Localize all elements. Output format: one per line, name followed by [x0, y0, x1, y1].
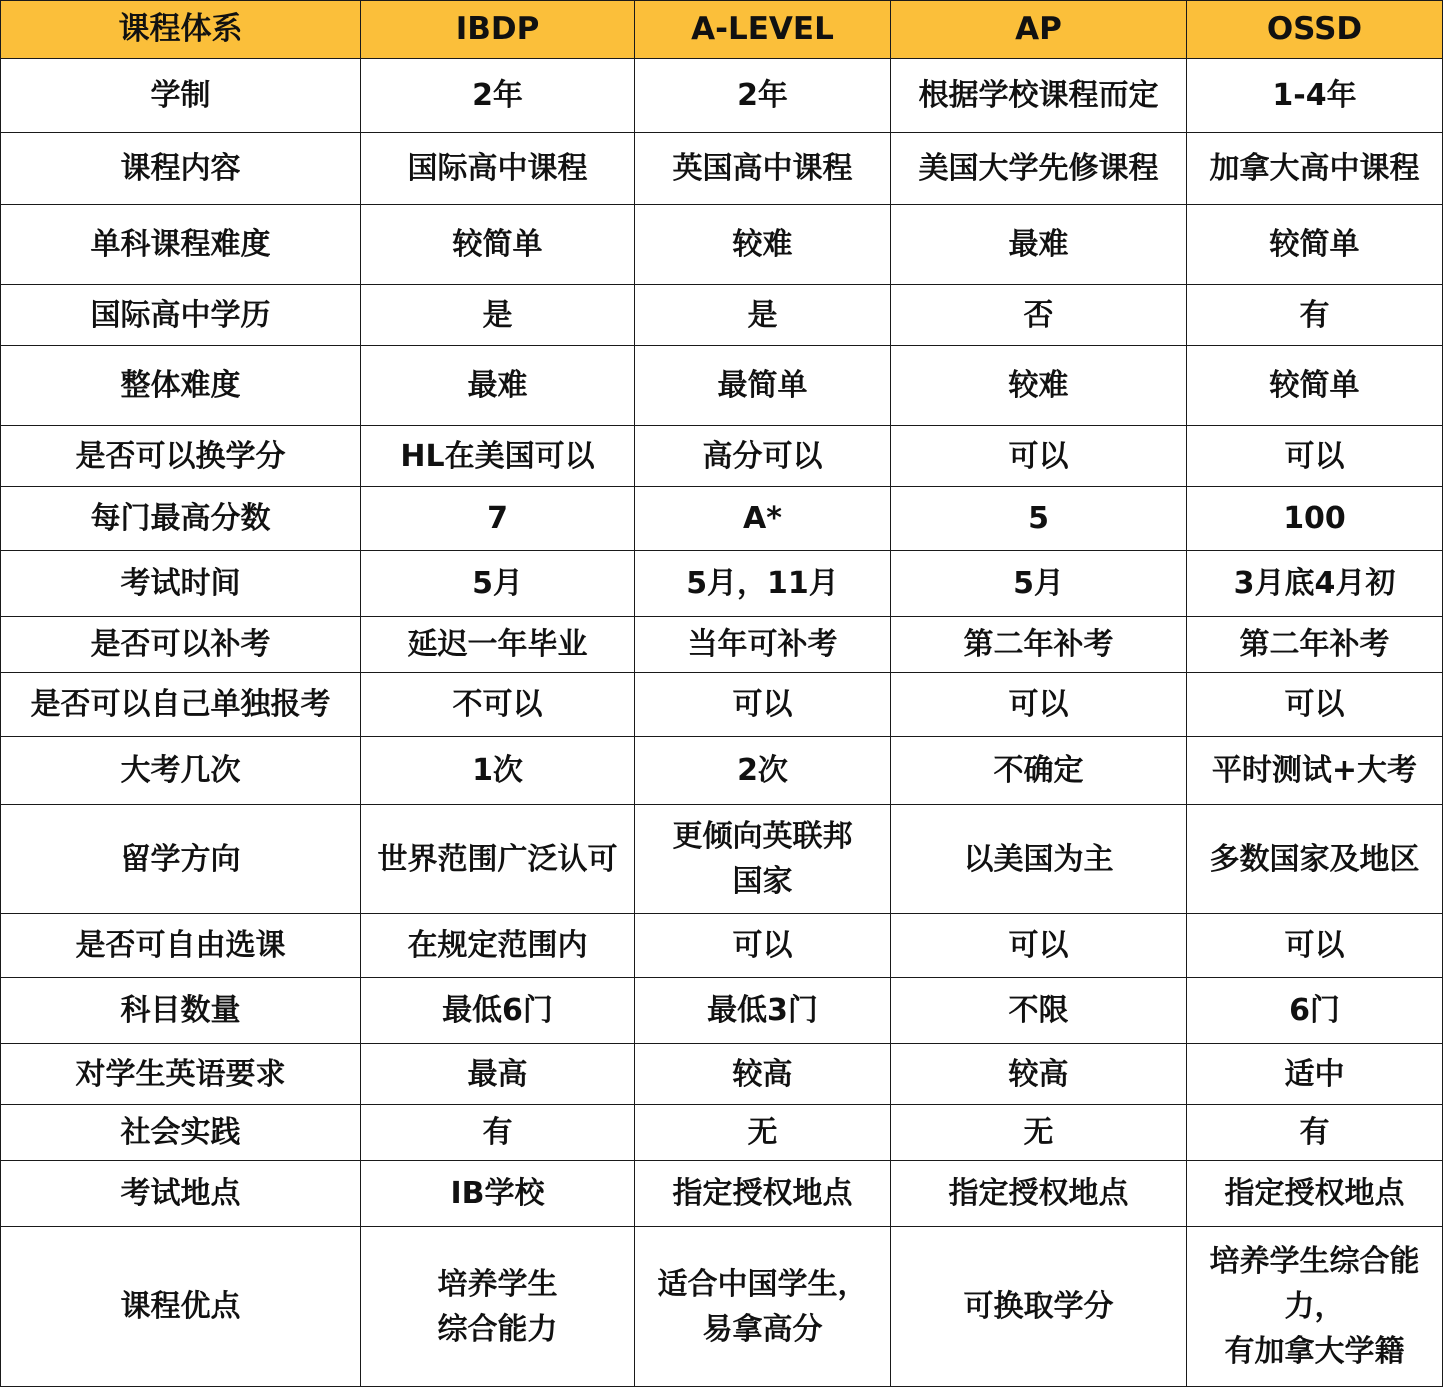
header-row — [1, 1, 1443, 59]
cell-ossd: 有 — [1187, 1105, 1443, 1161]
row-label: 课程优点 — [1, 1227, 361, 1387]
cell-ap: 可以 — [891, 673, 1187, 737]
cell-ibdp: 最低6门 — [361, 978, 635, 1044]
cell-ossd: 较简单 — [1187, 205, 1443, 285]
row-label: 国际高中学历 — [1, 285, 361, 346]
cell-ap: 以美国为主 — [891, 805, 1187, 914]
row-label: 大考几次 — [1, 737, 361, 805]
cell-ap: 美国大学先修课程 — [891, 133, 1187, 205]
cell-ossd: 6门 — [1187, 978, 1443, 1044]
cell-ibdp: 延迟一年毕业 — [361, 617, 635, 673]
table-row — [1, 133, 1443, 205]
table-row — [1, 426, 1443, 487]
cell-ap: 5 — [891, 487, 1187, 551]
cell-ibdp: 2年 — [361, 59, 635, 133]
cell-a-level: A* — [635, 487, 891, 551]
cell-a-level: 2年 — [635, 59, 891, 133]
row-label: 考试时间 — [1, 551, 361, 617]
row-label: 是否可以补考 — [1, 617, 361, 673]
cell-a-level: 指定授权地点 — [635, 1161, 891, 1227]
table-row — [1, 617, 1443, 673]
table-row — [1, 59, 1443, 133]
cell-ibdp: 国际高中课程 — [361, 133, 635, 205]
row-label: 整体难度 — [1, 346, 361, 426]
cell-a-level: 5月，11月 — [635, 551, 891, 617]
cell-ibdp: 不可以 — [361, 673, 635, 737]
cell-ossd: 可以 — [1187, 914, 1443, 978]
header-cell-curriculum: 课程体系 — [1, 1, 361, 59]
header-cell-a-level: A-LEVEL — [635, 1, 891, 59]
cell-a-level: 可以 — [635, 673, 891, 737]
header-cell-ap: AP — [891, 1, 1187, 59]
table-row — [1, 737, 1443, 805]
row-label: 是否可自由选课 — [1, 914, 361, 978]
cell-ossd: 3月底4月初 — [1187, 551, 1443, 617]
cell-a-level: 当年可补考 — [635, 617, 891, 673]
cell-ibdp: 培养学生 综合能力 — [361, 1227, 635, 1387]
row-label: 科目数量 — [1, 978, 361, 1044]
cell-a-level: 无 — [635, 1105, 891, 1161]
cell-a-level: 可以 — [635, 914, 891, 978]
cell-a-level: 最低3门 — [635, 978, 891, 1044]
cell-a-level: 高分可以 — [635, 426, 891, 487]
cell-ossd: 适中 — [1187, 1044, 1443, 1105]
table-row — [1, 551, 1443, 617]
table-row — [1, 346, 1443, 426]
table-row — [1, 673, 1443, 737]
cell-ap: 可以 — [891, 914, 1187, 978]
cell-ibdp: 有 — [361, 1105, 635, 1161]
cell-ap: 根据学校课程而定 — [891, 59, 1187, 133]
cell-ibdp: HL在美国可以 — [361, 426, 635, 487]
table-header — [1, 1, 1443, 59]
cell-ap: 较难 — [891, 346, 1187, 426]
cell-ap: 第二年补考 — [891, 617, 1187, 673]
table-row — [1, 487, 1443, 551]
cell-ap: 无 — [891, 1105, 1187, 1161]
cell-ap: 可以 — [891, 426, 1187, 487]
row-label: 社会实践 — [1, 1105, 361, 1161]
cell-ap: 最难 — [891, 205, 1187, 285]
cell-ibdp: 最难 — [361, 346, 635, 426]
cell-ap: 可换取学分 — [891, 1227, 1187, 1387]
cell-ibdp: 是 — [361, 285, 635, 346]
cell-ibdp: 7 — [361, 487, 635, 551]
cell-ibdp: 世界范围广泛认可 — [361, 805, 635, 914]
table-row — [1, 1105, 1443, 1161]
cell-a-level: 较难 — [635, 205, 891, 285]
cell-ibdp: 5月 — [361, 551, 635, 617]
row-label: 考试地点 — [1, 1161, 361, 1227]
cell-ossd: 100 — [1187, 487, 1443, 551]
cell-a-level: 较高 — [635, 1044, 891, 1105]
cell-ossd: 多数国家及地区 — [1187, 805, 1443, 914]
row-label: 对学生英语要求 — [1, 1044, 361, 1105]
cell-a-level: 是 — [635, 285, 891, 346]
cell-ap: 指定授权地点 — [891, 1161, 1187, 1227]
table-row — [1, 805, 1443, 914]
table-row — [1, 1161, 1443, 1227]
cell-ap: 否 — [891, 285, 1187, 346]
cell-ap: 不确定 — [891, 737, 1187, 805]
row-label: 学制 — [1, 59, 361, 133]
cell-ossd: 可以 — [1187, 426, 1443, 487]
table-row — [1, 978, 1443, 1044]
row-label: 留学方向 — [1, 805, 361, 914]
row-label: 课程内容 — [1, 133, 361, 205]
table-row — [1, 914, 1443, 978]
table-row — [1, 1227, 1443, 1387]
cell-ossd: 指定授权地点 — [1187, 1161, 1443, 1227]
cell-a-level: 最简单 — [635, 346, 891, 426]
header-cell-ibdp: IBDP — [361, 1, 635, 59]
table-row — [1, 205, 1443, 285]
cell-ibdp: 在规定范围内 — [361, 914, 635, 978]
cell-ossd: 有 — [1187, 285, 1443, 346]
table-body — [1, 59, 1443, 1387]
cell-ossd: 1-4年 — [1187, 59, 1443, 133]
cell-ossd: 培养学生综合能 力， 有加拿大学籍 — [1187, 1227, 1443, 1387]
cell-a-level: 2次 — [635, 737, 891, 805]
table-row — [1, 1044, 1443, 1105]
cell-ossd: 可以 — [1187, 673, 1443, 737]
row-label: 是否可以换学分 — [1, 426, 361, 487]
row-label: 是否可以自己单独报考 — [1, 673, 361, 737]
cell-a-level: 英国高中课程 — [635, 133, 891, 205]
cell-ibdp: IB学校 — [361, 1161, 635, 1227]
cell-ap: 5月 — [891, 551, 1187, 617]
cell-a-level: 适合中国学生， 易拿高分 — [635, 1227, 891, 1387]
table-row — [1, 285, 1443, 346]
cell-ibdp: 最高 — [361, 1044, 635, 1105]
cell-ibdp: 较简单 — [361, 205, 635, 285]
cell-ap: 较高 — [891, 1044, 1187, 1105]
cell-ossd: 平时测试+大考 — [1187, 737, 1443, 805]
row-label: 每门最高分数 — [1, 487, 361, 551]
cell-ibdp: 1次 — [361, 737, 635, 805]
header-cell-ossd: OSSD — [1187, 1, 1443, 59]
cell-ossd: 较简单 — [1187, 346, 1443, 426]
cell-a-level: 更倾向英联邦 国家 — [635, 805, 891, 914]
cell-ossd: 加拿大高中课程 — [1187, 133, 1443, 205]
cell-ossd: 第二年补考 — [1187, 617, 1443, 673]
cell-ap: 不限 — [891, 978, 1187, 1044]
row-label: 单科课程难度 — [1, 205, 361, 285]
